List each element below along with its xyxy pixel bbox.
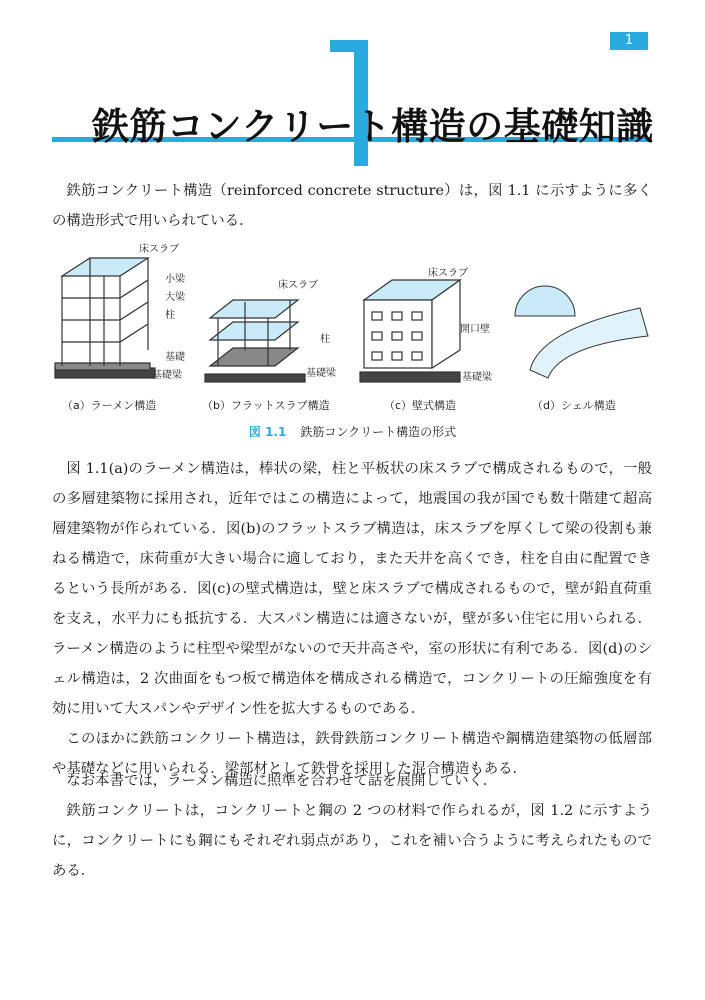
page-number: 1	[610, 32, 648, 50]
shell-structure-diagram	[515, 286, 648, 378]
figure-1-1	[0, 238, 705, 408]
wall-structure-diagram	[360, 280, 460, 382]
fig-b-label-0: 床スラブ	[278, 280, 318, 291]
fig-a-label-5: 基礎梁	[152, 370, 182, 381]
fig-a-label-0: 床スラブ	[139, 244, 179, 255]
body-paragraph-3: なお本書では，ラーメン構造に照準を合わせて話を展開していく．	[66, 773, 498, 789]
fig-a-label-2: 大梁	[165, 292, 185, 303]
body-paragraph-1: 図 1.1(a)のラーメン構造は，棒状の梁，柱と平板状の床スラブで構成されるもので，一般の多層建築物に採用され，近年ではこの構造によって，地震国の我が国でも数十階建て超高層建築物が作られている．図(b)のフラットスラブ構造は，床スラブを厚くして梁の役割も兼ねる構造で，床荷重が大きい場合に適しており，また天井を高くでき，柱を自由に配置できるという長所がある．図(c)の壁式構造は，壁と床スラブで構成されるもので，壁が鉛直荷重を支え，水平力にも抵抗する．大スパン構造には適さないが，壁が多い住宅に用いられる．ラーメン構造のように柱型や梁型がないので天井高さや，室の形状に有利である．図(d)のシェル構造は，2 次曲面をもつ板で構造体を構成される構造で，コンクリートの圧縮強度を有効に用いて大スパンやデザイン性を拡大するものである．	[52, 461, 652, 717]
fig-a-label-4: 基礎	[165, 352, 185, 363]
fig-c-caption: （c）壁式構造	[384, 399, 457, 412]
intro-paragraph: 鉄筋コンクリート構造（reinforced concrete structure）は，図 1.1 に示すように多くの構造形式で用いられている．	[52, 183, 652, 229]
fig-a-label-1: 小梁	[165, 274, 185, 285]
fig-c-label-0: 床スラブ	[428, 268, 468, 279]
fig-b-label-2: 基礎梁	[306, 368, 336, 379]
flat-slab-diagram	[205, 300, 305, 382]
body-paragraph-2: このほかに鉄筋コンクリート構造は，鉄骨鉄筋コンクリート構造や鋼構造建築物の低層部や基礎などに用いられる．梁部材として鉄骨を採用した混合構造もある．	[52, 731, 652, 777]
fig-d-caption: （d）シェル構造	[532, 399, 616, 412]
body-paragraph-4: 鉄筋コンクリートは，コンクリートと鋼の 2 つの材料で作られるが，図 1.2 に示すように，コンクリートにも鋼にもそれぞれ弱点があり，これを補い合うように考えられたものである．	[52, 803, 652, 879]
fig-a-caption: （a）ラーメン構造	[62, 399, 157, 412]
figure-caption	[0, 423, 705, 440]
fig-a-label-3: 柱	[165, 310, 175, 321]
fig-b-label-1: 柱	[320, 334, 330, 345]
fig-c-label-2: 基礎梁	[462, 372, 492, 383]
figure-number: 図 1.1	[248, 425, 287, 439]
fig-b-caption: （b）フラットスラブ構造	[202, 399, 330, 412]
figure-caption-text: 鉄筋コンクリート構造の形式	[300, 425, 457, 439]
rigid-frame-diagram	[55, 258, 155, 378]
chapter-title: 鉄筋コンクリート構造の基礎知識	[92, 105, 654, 148]
fig-c-label-1: 開口壁	[460, 324, 490, 335]
